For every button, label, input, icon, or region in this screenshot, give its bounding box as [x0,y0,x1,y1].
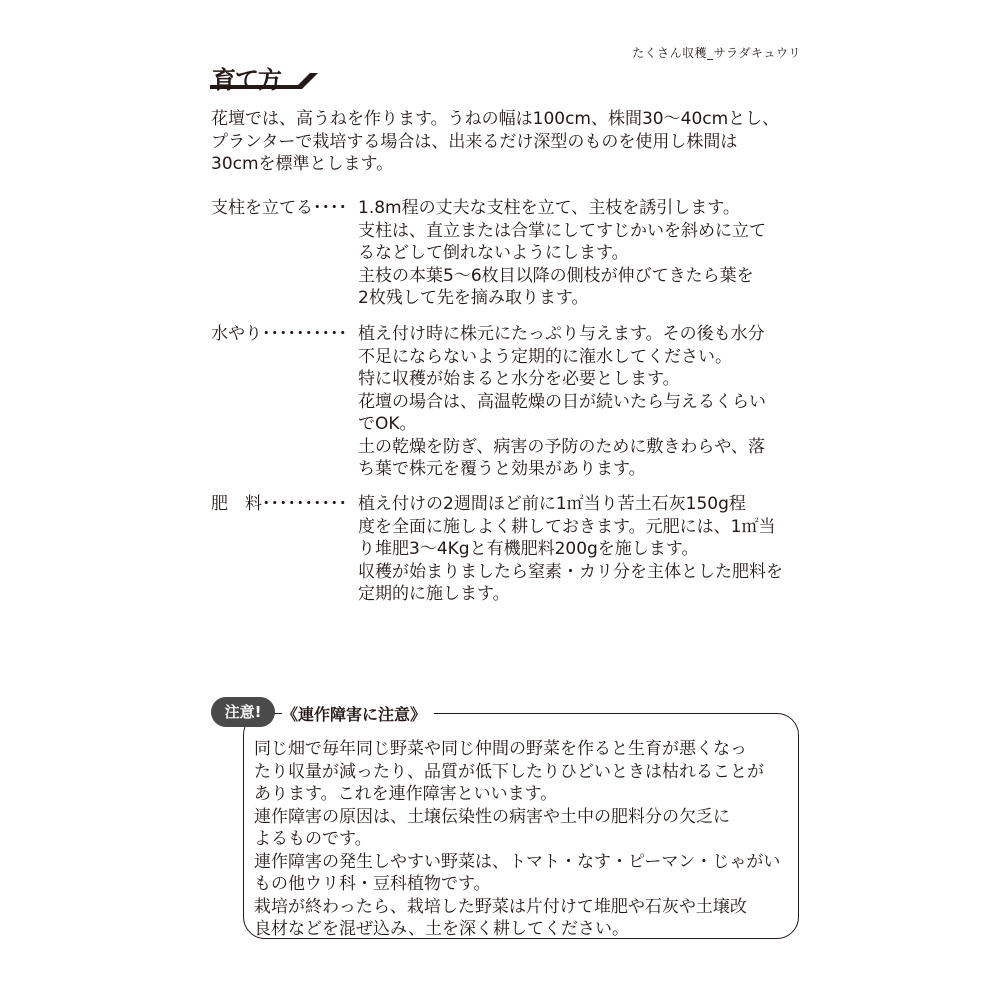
fertilizer-line: 植え付けの2週間ほど前に1㎡当り苦土石灰150g程 [358,494,746,514]
caution-line: 連作障害の発生しやすい野菜は、トマト・なす・ピーマン・じゃがい [254,851,781,872]
caution-line: 連作障害の原因は、土壌伝染性の病害や土中の肥料分の欠乏に [254,806,730,827]
watering-line: 花壇の場合は、高温乾燥の日が続いたら与えるくらい [358,391,766,412]
watering-label: 水やり･･････････ [211,324,347,344]
support-line: るなどして倒れないようにします。 [358,243,629,263]
support-label: 支柱を立てる････ [211,198,347,218]
fertilizer-line: り堆肥3〜4Kgと有機肥料200gを施します。 [358,539,699,559]
caution-badge: 注意! [211,697,275,727]
support-line: 主枝の本葉5〜6枚目以降の側枝が伸びてきたら葉を [358,265,754,286]
intro-paragraph [211,108,811,176]
support-body [358,197,818,310]
caution-line: 良材などを混ぜ込み、土を深く耕してください。 [254,919,630,939]
caution-line: たり収量が減ったり、品質が低下したりひどいときは枯れることが [254,761,764,782]
caution-line: よるものです。 [254,829,372,849]
support-line: 2枚残して先を摘み取ります。 [358,288,589,308]
watering-line: 特に収穫が始まると水分を必要とします。 [358,369,680,389]
watering-line: でOK。 [358,414,417,434]
heading-title: 育て方 [212,66,281,94]
caution-title: 《連作障害に注意》 [282,702,434,725]
caution-line: 同じ畑で毎年同じ野菜や同じ仲間の野菜を作ると生育が悪くなっ [254,739,747,759]
intro-line: プランターで栽培する場合は、出来るだけ深型のものを使用し株間は [211,131,738,152]
fertilizer-line: 度を全面に施しよく耕しておきます。元肥には、1㎡当 [358,516,776,537]
section-heading [210,59,318,93]
watering-line: 不足にならないよう定期的に潅水してください。 [358,346,732,367]
support-line: 1.8m程の丈夫な支柱を立て、主枝を誘引します。 [358,198,740,218]
caution-line: もの他ウリ科・豆科植物です。 [254,874,491,894]
caution-body [254,738,794,941]
product-name: たくさん収穫_サラダキュウリ [632,46,801,60]
support-line: 支柱は、直立または合掌にしてすじかいを斜めに立て [358,220,766,241]
watering-line: 土の乾燥を防ぎ、病害の予防のために敷きわらや、落 [358,436,765,457]
fertilizer-line: 定期的に施します。 [358,584,510,604]
fertilizer-body [358,493,818,606]
watering-line: 植え付け時に株元にたっぷり与えます。その後も水分 [358,324,765,344]
watering-line: ち葉で株元を覆うと効果があります。 [358,459,646,479]
intro-line: 花壇では、高うねを作ります。うねの幅は100cm、株間30〜40cmとし、 [211,109,780,129]
fertilizer-line: 収穫が始まりましたら窒素・カリ分を主体とした肥料を [358,561,783,582]
intro-line: 30cmを標準とします。 [211,154,394,174]
watering-body [358,323,818,481]
fertilizer-label: 肥 料･･････････ [211,494,347,514]
caution-line: あります。これを連作障害といいます。 [254,784,558,804]
caution-line: 栽培が終わったら、栽培した野菜は片付けて堆肥や石灰や土壌改 [254,896,747,917]
